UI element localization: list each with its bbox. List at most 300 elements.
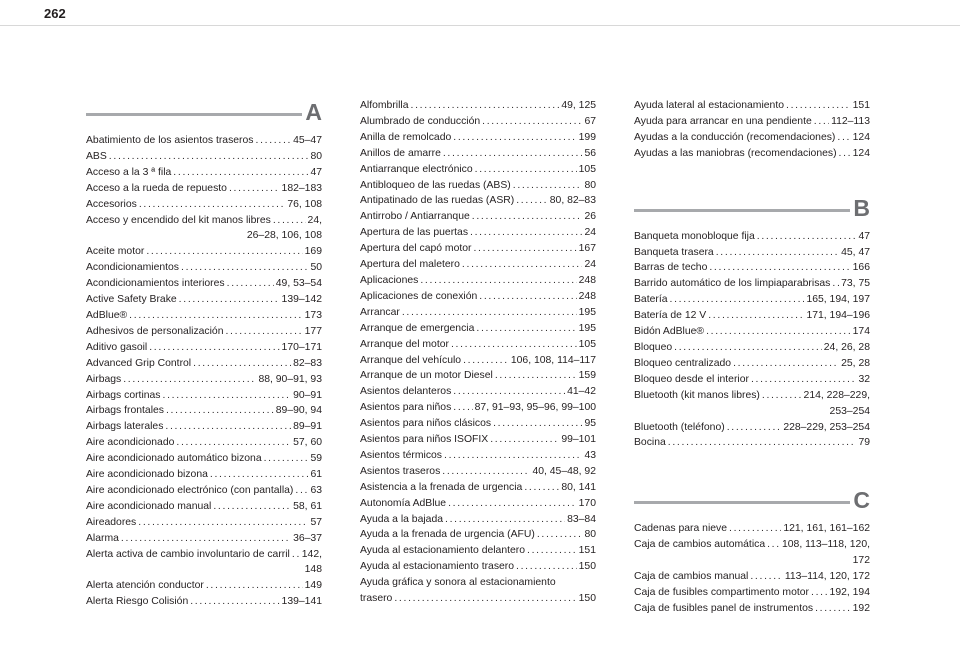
- index-entry-line: [360, 480, 596, 496]
- entry-term: Anillos de amarre: [360, 147, 441, 159]
- entry-pages: 159: [578, 370, 596, 382]
- entry-pages: 45, 47: [841, 246, 870, 258]
- entry-pages: 80, 82–83: [549, 195, 596, 207]
- index-entry: [634, 420, 870, 436]
- index-entry-line: [634, 388, 870, 404]
- dot-leader: [716, 245, 839, 261]
- index-entry-line: [86, 276, 322, 292]
- entry-term: Ayuda a la frenada de urgencia (AFU): [360, 529, 535, 541]
- entry-term: Ayudas a la conducción (recomendaciones): [634, 131, 836, 143]
- dot-leader: [442, 464, 530, 480]
- entry-pages: 43: [584, 449, 596, 461]
- dot-leader: [443, 146, 583, 162]
- entry-pages: 24, 26, 28: [823, 341, 870, 353]
- section-rule: [634, 501, 850, 504]
- entry-term: Bluetooth (teléfono): [634, 421, 725, 433]
- index-entry-line: [360, 337, 596, 353]
- index-entry-line: [634, 537, 870, 553]
- dot-leader: [495, 368, 577, 384]
- dot-leader: [537, 527, 583, 543]
- dot-leader: [709, 260, 850, 276]
- entry-pages: 80: [584, 529, 596, 541]
- dot-leader: [402, 305, 577, 321]
- entry-term: Apertura del maletero: [360, 259, 460, 271]
- entry-term: Aireadores: [86, 516, 137, 528]
- entry-term: Arranque del vehículo: [360, 354, 462, 366]
- entry-pages: 57, 60: [293, 437, 322, 449]
- entry-term: Barrido automático de los limpiaparabrisas: [634, 278, 831, 290]
- index-entry: [86, 547, 322, 579]
- index-entry-line: [360, 257, 596, 273]
- index-entry: [360, 575, 596, 591]
- dot-leader: [256, 133, 292, 149]
- index-entry-line: [360, 496, 596, 512]
- entry-pages: 105: [578, 163, 596, 175]
- index-entry: [360, 273, 596, 289]
- entry-pages: 24,: [307, 214, 322, 226]
- section-rule: [634, 209, 850, 212]
- entry-term: ABS: [86, 150, 107, 162]
- index-entry: [634, 245, 870, 261]
- index-entry-line: [360, 193, 596, 209]
- index-entry-line: [360, 512, 596, 528]
- index-entry: [360, 496, 596, 512]
- index-entry-line: [634, 276, 870, 292]
- index-entry-line: [86, 483, 322, 499]
- dot-leader: [394, 591, 576, 607]
- entry-pages: 106, 108, 114–117: [510, 354, 596, 366]
- index-entry: [634, 585, 870, 601]
- dot-leader: [727, 420, 782, 436]
- index-entry-line: [86, 324, 322, 340]
- index-entry: [360, 146, 596, 162]
- entry-term: Aplicaciones: [360, 274, 419, 286]
- dot-leader: [165, 419, 291, 435]
- entry-term: Caja de fusibles panel de instrumentos: [634, 602, 814, 614]
- dot-leader: [475, 162, 577, 178]
- entry-pages: 195: [578, 306, 596, 318]
- index-entry-line: [360, 241, 596, 257]
- entry-pages: 45–47: [293, 135, 322, 146]
- index-entry-line: [360, 416, 596, 432]
- dot-leader: [473, 241, 576, 257]
- index-entry: [360, 305, 596, 321]
- index-entry-line: [360, 432, 596, 448]
- entry-term: Caja de cambios manual: [634, 571, 749, 583]
- dot-leader: [757, 229, 857, 245]
- dot-leader: [815, 601, 851, 617]
- index-entry: [86, 308, 322, 324]
- dot-leader: [814, 114, 829, 130]
- dot-leader: [837, 130, 850, 146]
- entry-pages: 195: [578, 322, 596, 334]
- entry-term: Alumbrado de conducción: [360, 115, 481, 127]
- dot-leader: [706, 324, 851, 340]
- index-entry: [86, 578, 322, 594]
- index-entry-line: [86, 531, 322, 547]
- index-entry: [634, 308, 870, 324]
- index-entry: [86, 133, 322, 149]
- index-entry: [360, 257, 596, 273]
- dot-leader: [516, 559, 577, 575]
- entry-pages: 167: [578, 243, 596, 255]
- dot-leader: [470, 225, 582, 241]
- index-entry-line: [360, 130, 596, 146]
- entry-pages: 142,: [301, 548, 322, 560]
- index-entry-line: [86, 356, 322, 372]
- index-entry-line: [360, 384, 596, 400]
- dot-leader: [670, 292, 805, 308]
- dot-leader: [750, 569, 783, 585]
- entry-term: Ayuda lateral al estacionamiento: [634, 100, 784, 111]
- entry-term: Bidón AdBlue®: [634, 326, 705, 338]
- entry-term: AdBlue®: [86, 309, 128, 321]
- index-entry-line: [86, 260, 322, 276]
- entry-pages: 89–91: [293, 421, 322, 433]
- entry-term: Abatimiento de los asientos traseros: [86, 135, 254, 146]
- entry-term: Bloqueo centralizado: [634, 357, 732, 369]
- index-entry-line: [634, 521, 870, 537]
- entry-pages: 82–83: [293, 357, 322, 369]
- entry-pages: 173: [304, 309, 322, 321]
- entry-term: Acondicionamientos: [86, 262, 179, 274]
- dot-leader: [213, 499, 291, 515]
- entry-pages: 25, 28: [841, 357, 870, 369]
- entry-pages: 80: [310, 150, 322, 162]
- index-entry: [86, 165, 322, 181]
- entry-term: Ayudas a las maniobras (recomendaciones): [634, 147, 837, 159]
- index-entry: [360, 321, 596, 337]
- entry-pages: 89–90, 94: [275, 405, 322, 417]
- index-entry: [634, 569, 870, 585]
- entry-term: Batería de 12 V: [634, 310, 707, 322]
- index-entry: [634, 276, 870, 292]
- entry-term: Bocina: [634, 437, 666, 449]
- entry-pages: 63: [310, 484, 322, 496]
- entry-pages: 49, 53–54: [275, 278, 322, 290]
- dot-leader: [129, 308, 302, 324]
- entry-term: Apertura del capó motor: [360, 243, 472, 255]
- index-entry: [86, 435, 322, 451]
- dot-leader: [668, 435, 857, 451]
- entry-pages: 121, 161, 161–162: [783, 523, 870, 535]
- entry-term: Banqueta monobloque fija: [634, 230, 755, 242]
- index-entry: [360, 209, 596, 225]
- index-entry: [634, 130, 870, 146]
- entry-term: Asientos traseros: [360, 465, 441, 477]
- dot-leader: [762, 388, 802, 404]
- entry-pages: 24: [584, 259, 596, 271]
- index-entry-line: [360, 527, 596, 543]
- section-header-c: [634, 487, 870, 521]
- index-entry: [360, 225, 596, 241]
- index-entry: [634, 388, 870, 420]
- index-entry: [360, 464, 596, 480]
- entry-pages: 108, 113–118, 120,: [781, 539, 870, 551]
- index-column-1: [86, 99, 322, 610]
- index-entry: [86, 451, 322, 467]
- index-entry: [634, 521, 870, 537]
- dot-leader: [444, 448, 582, 464]
- entry-pages: 150: [578, 561, 596, 573]
- entry-pages: 171, 194–196: [806, 310, 870, 322]
- entry-pages: 248: [578, 274, 596, 286]
- index-entry: [634, 435, 870, 451]
- dot-leader: [490, 432, 559, 448]
- dot-leader: [206, 578, 303, 594]
- entry-term: Airbags: [86, 373, 122, 385]
- dot-leader: [138, 515, 308, 531]
- index-column-2: [360, 98, 596, 607]
- index-entry-line: [634, 601, 870, 617]
- section-letter: B: [853, 194, 870, 221]
- entry-pages: 61: [310, 469, 322, 481]
- index-entry-line: [360, 178, 596, 194]
- entry-pages: 165, 194, 197: [806, 294, 870, 306]
- entry-term: Barras de techo: [634, 262, 708, 274]
- entry-pages: 182–183: [281, 182, 322, 194]
- entry-term: Alfombrilla: [360, 100, 409, 111]
- entry-pages: 80: [584, 179, 596, 191]
- index-column-3: [634, 98, 870, 617]
- index-entry: [360, 512, 596, 528]
- index-entry-line: [86, 213, 322, 229]
- index-entry-line: [634, 372, 870, 388]
- entry-pages: 99–101: [561, 434, 596, 446]
- entry-term: Asientos para niños ISOFIX: [360, 434, 489, 446]
- entry-pages: 228–229, 253–254: [783, 421, 870, 433]
- index-entry: [360, 114, 596, 130]
- entry-pages: 57: [310, 516, 322, 528]
- dot-leader: [527, 543, 577, 559]
- entry-pages: 90–91: [293, 389, 322, 401]
- index-entry: [360, 448, 596, 464]
- entry-term: Arranque del motor: [360, 338, 449, 350]
- index-entry-line: [86, 435, 322, 451]
- dot-leader: [149, 340, 279, 356]
- section-letter: A: [305, 99, 322, 125]
- entry-pages: 58, 61: [293, 500, 322, 512]
- entry-pages: 248: [578, 290, 596, 302]
- index-entry-line: [360, 98, 596, 114]
- dot-leader: [839, 146, 851, 162]
- dot-leader: [292, 547, 300, 563]
- dot-leader: [229, 181, 280, 197]
- entry-term: Asientos para niños: [360, 402, 452, 414]
- entry-pages: 214, 228–229,: [803, 389, 870, 401]
- entry-term: Caja de fusibles compartimento motor: [634, 586, 809, 598]
- index-entry-line: [634, 585, 870, 601]
- entry-pages: 76, 108: [287, 198, 322, 210]
- dot-leader: [751, 372, 856, 388]
- index-entry-line: [360, 114, 596, 130]
- dot-leader: [482, 114, 582, 130]
- index-entry-line: [86, 594, 322, 610]
- entry-pages: 150: [578, 593, 596, 605]
- index-entry-line: [360, 225, 596, 241]
- index-entry: [86, 531, 322, 547]
- entry-term: Adhesivos de personalización: [86, 325, 224, 337]
- index-entry-line: [634, 229, 870, 245]
- index-entry: [360, 527, 596, 543]
- index-entry: [86, 372, 322, 388]
- index-entry-line: [360, 162, 596, 178]
- index-entry-line: [86, 388, 322, 404]
- entry-term: Banqueta trasera: [634, 246, 714, 258]
- entry-term: Antibloqueo de las ruedas (ABS): [360, 179, 511, 191]
- dot-leader: [472, 209, 583, 225]
- dot-leader: [227, 276, 274, 292]
- dot-leader: [453, 130, 576, 146]
- index-entry-line: [360, 146, 596, 162]
- index-entry-line: [86, 149, 322, 165]
- dot-leader: [163, 388, 292, 404]
- index-entry-line: [634, 260, 870, 276]
- entry-term: Batería: [634, 294, 668, 306]
- dot-leader: [524, 480, 559, 496]
- index-entry: [360, 543, 596, 559]
- dot-leader: [453, 400, 472, 416]
- index-entry: [634, 146, 870, 162]
- entry-pages: 49, 125: [561, 100, 596, 111]
- index-entry-line: [634, 569, 870, 585]
- index-entry: [360, 591, 596, 607]
- entry-term: Apertura de las puertas: [360, 227, 469, 239]
- dot-leader: [729, 521, 781, 537]
- dot-leader: [273, 213, 306, 229]
- entry-pages: 151: [852, 100, 870, 111]
- dot-leader: [109, 149, 309, 165]
- entry-term: Airbags laterales: [86, 421, 164, 433]
- dot-leader: [767, 537, 780, 553]
- index-entry: [634, 292, 870, 308]
- entry-term: Asientos delanteros: [360, 386, 452, 398]
- index-entry-line: [634, 98, 870, 114]
- dot-leader: [463, 353, 509, 369]
- index-entry-line: [360, 543, 596, 559]
- entry-pages: 124: [852, 147, 870, 159]
- entry-term: Asientos térmicos: [360, 449, 442, 461]
- index-entry-line: [86, 467, 322, 483]
- entry-pages: 24: [584, 227, 596, 239]
- index-entry-line: [360, 353, 596, 369]
- index-entry-line: [86, 133, 322, 149]
- dot-leader: [786, 98, 851, 114]
- entry-term: Bloqueo: [634, 341, 673, 353]
- index-entry: [360, 400, 596, 416]
- entry-term: Aire acondicionado bizona: [86, 469, 208, 481]
- dot-leader: [190, 594, 279, 610]
- entry-term: Ayuda al estacionamiento delantero: [360, 545, 526, 557]
- entry-term: Alerta activa de cambio involuntario de carril: [86, 548, 290, 560]
- entry-term: Ayuda al estacionamiento trasero: [360, 561, 515, 573]
- dot-leader: [166, 403, 274, 419]
- entry-term: Bloqueo desde el interior: [634, 373, 749, 385]
- entry-term: Antiarranque electrónico: [360, 163, 473, 175]
- entry-term: Aceite motor: [86, 246, 145, 258]
- entry-term: Alerta Riesgo Colisión: [86, 596, 189, 608]
- entry-term: Airbags frontales: [86, 405, 164, 417]
- entry-pages: 151: [578, 545, 596, 557]
- index-entry-line: [86, 340, 322, 356]
- entry-term: Alarma: [86, 532, 119, 544]
- dot-leader: [462, 257, 583, 273]
- entry-term: Anilla de remolcado: [360, 131, 452, 143]
- entry-term: Arrancar: [360, 306, 400, 318]
- index-entry: [86, 149, 322, 165]
- entry-pages: 59: [310, 453, 322, 465]
- entry-term: Acceso y encendido del kit manos libres: [86, 214, 271, 226]
- entry-term: Ayuda a la bajada: [360, 513, 444, 525]
- index-entry: [86, 499, 322, 515]
- entry-term: Aire acondicionado: [86, 437, 175, 449]
- entry-pages: 177: [304, 325, 322, 337]
- entry-pages: 47: [858, 230, 870, 242]
- index-entry: [360, 432, 596, 448]
- index-entry: [86, 388, 322, 404]
- index-entry: [86, 483, 322, 499]
- index-entry: [360, 289, 596, 305]
- dot-leader: [173, 165, 308, 181]
- dot-leader: [225, 324, 302, 340]
- entry-pages-continued: 26–28, 106, 108: [246, 230, 322, 242]
- dot-leader: [176, 435, 291, 451]
- dot-leader: [411, 98, 560, 114]
- dot-leader: [146, 244, 302, 260]
- entry-term: Aire acondicionado automático bizona: [86, 453, 262, 465]
- index-entry-line: [360, 448, 596, 464]
- index-entry: [86, 213, 322, 245]
- index-entry-line: [634, 356, 870, 372]
- index-entry-line: [86, 244, 322, 260]
- index-entry: [360, 130, 596, 146]
- dot-leader: [420, 273, 576, 289]
- index-entry: [86, 324, 322, 340]
- index-entry-line: [634, 292, 870, 308]
- entry-pages: 139–141: [281, 596, 322, 608]
- entry-pages: 174: [852, 326, 870, 338]
- dot-leader: [708, 308, 804, 324]
- entry-pages: 124: [852, 131, 870, 143]
- index-entry-line: [360, 273, 596, 289]
- section-spacer: [634, 451, 870, 491]
- index-entry: [86, 403, 322, 419]
- index-entry: [360, 480, 596, 496]
- section-rule: [86, 113, 302, 116]
- index-entry: [86, 356, 322, 372]
- entry-pages: 40, 45–48, 92: [532, 465, 596, 477]
- entry-term: Active Safety Brake: [86, 294, 177, 306]
- entry-term: Aire acondicionado manual: [86, 500, 212, 512]
- entry-pages: 41–42: [567, 386, 596, 398]
- index-entry-line: [86, 515, 322, 531]
- index-entry: [360, 559, 596, 575]
- entry-pages: 95: [584, 418, 596, 430]
- section-header-a: [86, 99, 322, 133]
- entry-pages: 80, 141: [561, 481, 596, 493]
- index-entry: [360, 384, 596, 400]
- index-entry-line: [360, 368, 596, 384]
- dot-leader: [448, 496, 577, 512]
- entry-pages: 87, 91–93, 95–96, 99–100: [474, 402, 596, 414]
- entry-pages: 83–84: [567, 513, 596, 525]
- entry-pages: 36–37: [293, 532, 322, 544]
- dot-leader: [193, 356, 291, 372]
- index-entry-line: [634, 420, 870, 436]
- entry-pages: 105: [578, 338, 596, 350]
- dot-leader: [295, 483, 308, 499]
- entry-term: Bluetooth (kit manos libres): [634, 389, 760, 401]
